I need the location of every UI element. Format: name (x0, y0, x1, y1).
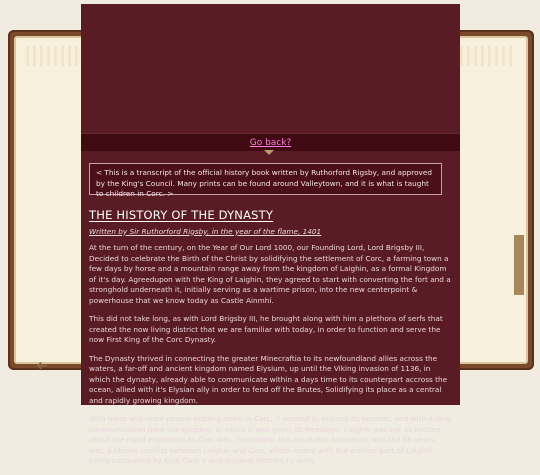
article-paragraph: With more and more people settling down in Corc, it needed to expand its borders, and with a long communication from the kingdom in which it was given its freedoms, Laighin was not as excited about the rapid expansion as Corc was. Eventually, the inevitable happened, and the 50 years war, a bloody conflict between Laighin and Corc, which ended with the greater part of Laighin being conquered by King Gael V and General Withers I's army. (89, 414, 451, 465)
article-paragraph: The Dynasty thrived in connecting the greater Minecraftia to its newfoundland allies across the waters, a far-off and ancient kingdom named Elysium, up until the Viking invasion of 1136, in which the dynasty, already able to communicate within a days time to its counterpart accross the ocean, allied with it's Elysian ally in order to fend off the Brutes, Solidifying its place as a central and rapidly growing kingdom. (89, 353, 448, 405)
panel-header-area (81, 4, 460, 132)
article-title: THE HISTORY OF THE DYNASTY (89, 208, 274, 222)
article-paragraph: At the turn of the century, on the Year of Our Lord 1000, our Founding Lord, Lord Brigsby III, Decided to celebrate the Birth of the Christ by solidifying the settlement of Corc, a farming town a few days by horse and a mountain range away from the kingdom of Laighin, as a formal Kingdom of it's day. Agreedupon with the King of Laighin, they agreed to start with converting the fort and a stronghold underneath it, initially serving as a wartime prison, into the new centerpoint & powerhouse that we know today as Castle Ainmhí. (89, 243, 451, 305)
transcript-notice: < This is a transcript of the official history book written by Ruthorford Rigsby, and approved by the King's Council. Many prints can be found around Valleytown, and it is what is taught to children in Corc. > (89, 163, 442, 195)
arrow-icon: ➜ (36, 358, 48, 374)
article-paragraph: This did not take long, as with Lord Brigsby III, he brought along with him a plethora of serfs that created the now living district that we are familiar with today, in order to function and serve the now First King of the Corc Dynasty. (89, 314, 443, 344)
book-spine (514, 235, 524, 295)
nav-bar-notch (264, 150, 274, 155)
go-back-link[interactable]: Go back? (249, 137, 292, 148)
history-panel (81, 4, 460, 465)
article-byline: Written by Sir Ruthorford Rigsby, in the year of the flame, 1401 (89, 226, 322, 236)
article (89, 210, 451, 475)
nav-bar (81, 133, 460, 151)
